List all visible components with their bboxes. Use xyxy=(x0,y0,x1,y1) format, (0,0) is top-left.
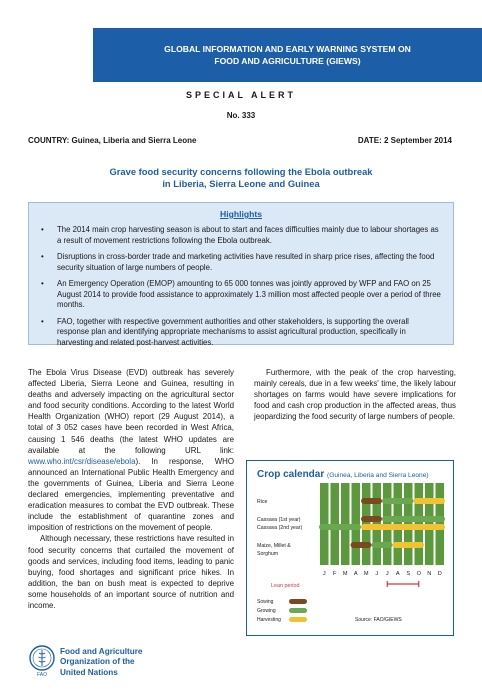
alert-number: No. 333 xyxy=(226,111,256,120)
bullet-icon: • xyxy=(41,225,44,234)
who-ebola-link[interactable]: www.who.int/csr/disease/ebola xyxy=(28,456,136,466)
highlight-text: FAO, together with respective government authorities and other stakeholders, is supporting the overall response plan and identifying appropriate mechanisms to assist agricultural production, specifically in harvesting and related post-harvest activities. xyxy=(57,316,409,347)
crop-bar xyxy=(361,516,382,522)
highlights-list xyxy=(39,225,443,348)
month-tick-label: A xyxy=(395,571,400,577)
org-line: Organization of the xyxy=(60,657,135,667)
body-column-right xyxy=(254,367,456,422)
month-tick-label: M xyxy=(363,571,369,577)
month-tick-label: M xyxy=(342,571,348,577)
crop-label: Cassava (1st year) xyxy=(257,517,301,523)
fao-logo-icon xyxy=(28,644,56,678)
list-item xyxy=(39,279,443,311)
legend-swatch xyxy=(289,617,307,622)
list-item xyxy=(39,317,443,349)
month-tick-label: F xyxy=(333,571,337,577)
chart-source: Source: FAO/GIEWS xyxy=(355,617,402,623)
crop-bar xyxy=(372,542,393,548)
crop-label: Rice xyxy=(257,499,268,505)
crop-bar xyxy=(393,542,425,548)
crop-calendar-box xyxy=(246,460,454,636)
crop-bar xyxy=(351,542,372,548)
highlights-box xyxy=(28,202,454,345)
body-column-left xyxy=(28,367,234,611)
crop-calendar-subtitle: (Guinea, Liberia and Sierra Leone) xyxy=(327,472,429,479)
title-line-1: Grave food security concerns following the Ebola outbreak xyxy=(109,166,373,177)
bullet-icon: • xyxy=(41,279,44,288)
legend-swatch xyxy=(289,608,307,613)
crop-label: Sorghum xyxy=(257,551,279,557)
crop-bar xyxy=(319,524,361,530)
month-tick-label: D xyxy=(437,571,442,577)
month-tick-label: N xyxy=(427,571,432,577)
title-line-2: in Liberia, Sierra Leone and Guinea xyxy=(162,178,320,189)
month-tick-label: J xyxy=(385,571,389,577)
month-tick-label: J xyxy=(375,571,379,577)
fao-footer xyxy=(28,644,228,684)
body-paragraph xyxy=(28,367,234,533)
svg-text:FAO: FAO xyxy=(36,672,48,678)
legend-label: Sowing xyxy=(257,599,274,605)
legend-swatch xyxy=(289,599,307,604)
month-tick-label: O xyxy=(416,571,421,577)
special-alert-heading: SPECIAL ALERT xyxy=(185,90,296,100)
highlight-text: Disruptions in cross-border trade and marketing activities have resulted in sharp price rises, affecting the food security situation of large numbers of people. xyxy=(57,252,435,272)
list-item xyxy=(39,252,443,273)
crop-bar xyxy=(414,498,446,504)
page-title xyxy=(0,166,482,190)
crop-calendar-chart xyxy=(247,461,455,637)
crop-label: Maize, Millet & xyxy=(257,543,291,549)
paragraph-text: ). In response, WHO announced an International Public Health Emergency and the governments of Guinea, Liberia and Sierra Leone declared emergencies, implementing preventative and eradication measures to combat the EVD outbreak. These include the establishment of quarantine zones and imposition of restrictions on the movement of people. xyxy=(28,456,234,533)
month-tick-label: A xyxy=(353,571,358,577)
bullet-icon: • xyxy=(41,252,44,261)
legend-label: Harvesting xyxy=(257,617,281,623)
body-paragraph: Although necessary, these restrictions have resulted in food security concerns that curtailed the movement of goods and services, including food items, leading to panic buying, food shortages and significant price hikes. In addition, the ban on bush meat is expected to deprive some households of an important source of nutrition and income. xyxy=(28,534,234,610)
giews-banner xyxy=(93,28,482,82)
month-tick-label: S xyxy=(406,571,411,577)
fao-org-name xyxy=(60,647,142,678)
crop-bar xyxy=(361,498,382,504)
legend-label: Growing xyxy=(257,608,276,614)
bullet-icon: • xyxy=(41,316,44,326)
date-label: DATE: 2 September 2014 xyxy=(357,136,452,145)
org-line: United Nations xyxy=(60,667,118,677)
highlights-title: Highlights xyxy=(219,209,262,219)
highlight-text: An Emergency Operation (EMOP) amounting to 65 000 tonnes was jointly approved by WFP and FAO on 25 August 2014 to provide food assistance to approximately 1.3 million most affected people over a period of three months. xyxy=(57,279,441,309)
country-label: COUNTRY: Guinea, Liberia and Sierra Leone xyxy=(28,136,197,145)
crop-bar xyxy=(361,524,445,530)
body-paragraph: Furthermore, with the peak of the crop harvesting, mainly cereals, due in a few weeks' time, the likely labour shortages on farms would have severe implications for food and cash crop production in the affected areas, thus jeopardizing the food security of large numbers of people. xyxy=(254,368,456,422)
paragraph-text: The Ebola Virus Disease (EVD) outbreak has severely affected Liberia, Sierra Leone and Guinea, resulting in deaths and adversely impacting on the agricultural sector and food security conditions. According to the latest World Health Organization (WHO) report (29 August 2014), a total of 3 052 cases have been recorded in West Africa, causing 1 546 deaths (the latest WHO updates are available at the following URL link: xyxy=(28,368,234,455)
banner-line-2: FOOD AND AGRICULTURE (GIEWS) xyxy=(214,56,361,66)
month-tick-label: J xyxy=(322,571,326,577)
list-item xyxy=(39,225,443,246)
crop-label: Cassava (2nd year) xyxy=(257,525,303,531)
crop-bar xyxy=(382,498,414,504)
crop-calendar-title-main: Crop calendar xyxy=(257,469,325,480)
lean-period-label: Lean period xyxy=(271,583,300,589)
highlight-text: The 2014 main crop harvesting season is about to start and faces difficulties mainly due to labour shortages as a result of movement restrictions following the Ebola outbreak. xyxy=(57,225,439,245)
banner-line-1: GLOBAL INFORMATION AND EARLY WARNING SYSTEM ON xyxy=(164,44,411,54)
crop-bar xyxy=(382,516,445,522)
org-line: Food and Agriculture xyxy=(60,647,143,656)
